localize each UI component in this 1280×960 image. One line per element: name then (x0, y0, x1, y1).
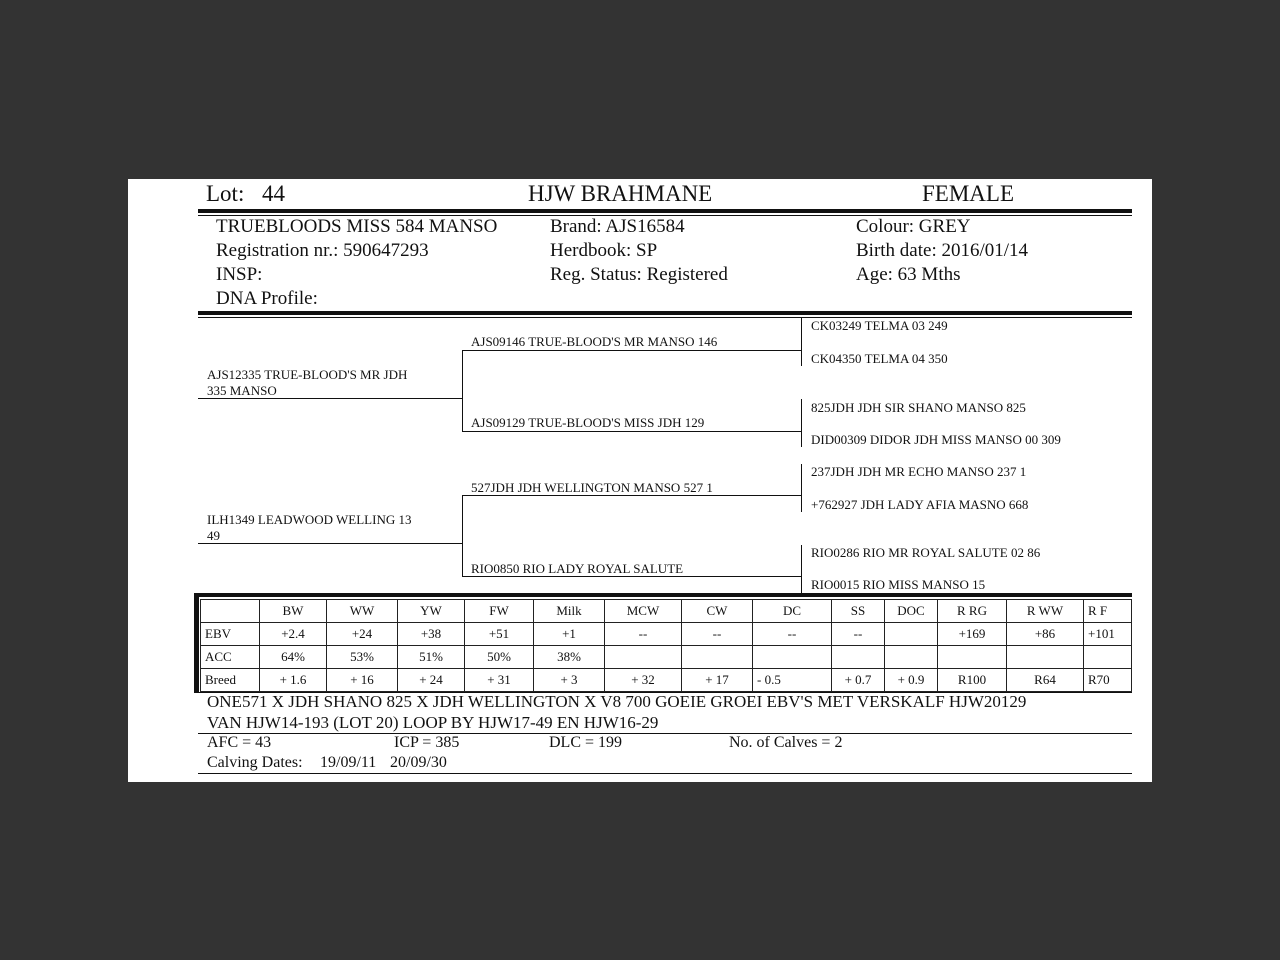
dam-sire-line (462, 495, 802, 496)
calves-count: No. of Calves = 2 (729, 734, 843, 751)
table-cell: + 32 (605, 669, 682, 692)
table-cell: +2.4 (260, 623, 327, 646)
breed-row (201, 669, 1132, 692)
header-rule (198, 209, 1132, 213)
pedigree-gg-4: DID00309 DIDOR JDH MISS MANSO 00 309 (811, 432, 1061, 447)
table-cell: R70 (1084, 669, 1132, 692)
birth-date-value: Birth date: 2016/01/14 (856, 240, 1029, 261)
table-cell: EBV (201, 623, 260, 646)
ebv-header-row (201, 600, 1132, 623)
table-header-cell: MCW (605, 600, 682, 623)
icp-value: ICP = 385 (394, 734, 460, 751)
info-rule-thin (198, 317, 1132, 318)
table-header-cell: DOC (885, 600, 938, 623)
table-cell: + 3 (534, 669, 605, 692)
brand-value: Brand: AJS16584 (550, 216, 685, 237)
table-cell: R100 (938, 669, 1007, 692)
table-cell: Breed (201, 669, 260, 692)
gg-connector-3 (801, 464, 802, 512)
table-cell: + 1.6 (260, 669, 327, 692)
table-header-cell: R WW (1007, 600, 1084, 623)
calving-date-2: 20/09/30 (390, 754, 447, 771)
sire-dam-line (462, 431, 802, 432)
comments-line-1: ONE571 X JDH SHANO 825 X JDH WELLINGTON X V8 700 GOEIE GROEI EBV'S MET VERSKALF HJW20129 (207, 692, 1027, 711)
insp-label: INSP: (216, 264, 263, 285)
pedigree-sire-line2: 335 MANSO (207, 383, 277, 398)
lot-number: 44 (262, 181, 285, 206)
ebv-top-rule (194, 593, 1132, 597)
table-cell (832, 646, 885, 669)
table-cell (938, 646, 1007, 669)
table-cell: +24 (327, 623, 398, 646)
gg-connector-1 (801, 318, 802, 366)
table-cell: + 0.9 (885, 669, 938, 692)
table-header-cell: Milk (534, 600, 605, 623)
table-cell: + 0.7 (832, 669, 885, 692)
table-cell: 51% (398, 646, 465, 669)
table-header-cell: R F (1084, 600, 1132, 623)
sire-connector (462, 350, 463, 432)
table-header-cell: CW (682, 600, 753, 623)
lot-card (128, 179, 1152, 782)
pedigree-gg-1: CK03249 TELMA 03 249 (811, 318, 948, 333)
pedigree-dam-dam: RIO0850 RIO LADY ROYAL SALUTE (471, 561, 684, 576)
table-header-cell: FW (465, 600, 534, 623)
breeder-name: HJW BRAHMANE (528, 181, 713, 206)
reg-status-value: Reg. Status: Registered (550, 264, 728, 285)
ebv-row (201, 623, 1132, 646)
pedigree-dam-line2: 49 (207, 528, 220, 543)
dam-line (198, 543, 462, 544)
table-cell: + 16 (327, 669, 398, 692)
table-header-cell: DC (753, 600, 832, 623)
table-cell: +1 (534, 623, 605, 646)
calving-dates-label: Calving Dates: (207, 754, 303, 771)
table-cell: + 17 (682, 669, 753, 692)
table-cell: -- (832, 623, 885, 646)
table-cell (1007, 646, 1084, 669)
pedigree-gg-3: 825JDH JDH SIR SHANO MANSO 825 (811, 400, 1026, 415)
table-cell: +101 (1084, 623, 1132, 646)
sire-line (198, 398, 462, 399)
table-cell: ACC (201, 646, 260, 669)
age-value: Age: 63 Mths (856, 264, 961, 285)
registration-number: Registration nr.: 590647293 (216, 240, 429, 261)
table-cell: -- (682, 623, 753, 646)
table-cell: 64% (260, 646, 327, 669)
table-cell: + 24 (398, 669, 465, 692)
table-cell: +86 (1007, 623, 1084, 646)
table-header-cell (201, 600, 260, 623)
dna-profile-label: DNA Profile: (216, 288, 318, 309)
pedigree-sire: AJS12335 TRUE-BLOOD'S MR JDH (207, 367, 408, 382)
ebv-table (200, 599, 1132, 692)
sex-label: FEMALE (922, 181, 1014, 206)
herdbook-value: Herdbook: SP (550, 240, 658, 261)
table-cell: -- (605, 623, 682, 646)
calving-date-1: 19/09/11 (320, 754, 377, 771)
ebv-left-bar (194, 593, 199, 693)
table-cell: +169 (938, 623, 1007, 646)
calving-bottom-rule (198, 773, 1132, 774)
table-cell: R64 (1007, 669, 1084, 692)
table-cell: +51 (465, 623, 534, 646)
pedigree-gg-6: +762927 JDH LADY AFIA MASNO 668 (811, 497, 1029, 512)
pedigree-gg-2: CK04350 TELMA 04 350 (811, 351, 948, 366)
table-cell (885, 623, 938, 646)
comments-bottom-rule (198, 733, 1132, 734)
info-rule (198, 311, 1132, 315)
table-cell: - 0.5 (753, 669, 832, 692)
table-cell (753, 646, 832, 669)
table-cell (885, 646, 938, 669)
table-cell: 53% (327, 646, 398, 669)
table-header-cell: BW (260, 600, 327, 623)
table-cell: +38 (398, 623, 465, 646)
gg-connector-2 (801, 399, 802, 447)
table-cell: + 31 (465, 669, 534, 692)
sire-sire-line (462, 350, 802, 351)
table-cell: -- (753, 623, 832, 646)
comments-line-2: VAN HJW14-193 (LOT 20) LOOP BY HJW17-49 EN HJW16-29 (207, 713, 659, 732)
table-header-cell: SS (832, 600, 885, 623)
pedigree-sire-dam: AJS09129 TRUE-BLOOD'S MISS JDH 129 (471, 415, 705, 430)
table-cell (605, 646, 682, 669)
pedigree-gg-7: RIO0286 RIO MR ROYAL SALUTE 02 86 (811, 545, 1041, 560)
gg-connector-4 (801, 545, 802, 593)
afc-value: AFC = 43 (207, 734, 272, 751)
table-header-cell: R RG (938, 600, 1007, 623)
table-cell: 38% (534, 646, 605, 669)
colour-value: Colour: GREY (856, 216, 971, 237)
table-cell (682, 646, 753, 669)
dam-connector (462, 495, 463, 577)
table-header-cell: YW (398, 600, 465, 623)
pedigree-sire-sire: AJS09146 TRUE-BLOOD'S MR MANSO 146 (471, 334, 718, 349)
pedigree-gg-8: RIO0015 RIO MISS MANSO 15 (811, 577, 986, 592)
pedigree-gg-5: 237JDH JDH MR ECHO MANSO 237 1 (811, 464, 1027, 479)
dlc-value: DLC = 199 (549, 734, 623, 751)
table-header-cell: WW (327, 600, 398, 623)
table-cell (1084, 646, 1132, 669)
pedigree-dam-sire: 527JDH JDH WELLINGTON MANSO 527 1 (471, 480, 713, 495)
lot-label: Lot: (206, 181, 245, 206)
pedigree-dam: ILH1349 LEADWOOD WELLING 13 (207, 512, 412, 527)
dam-dam-line (462, 576, 802, 577)
animal-name: TRUEBLOODS MISS 584 MANSO (216, 216, 498, 237)
table-cell: 50% (465, 646, 534, 669)
acc-row (201, 646, 1132, 669)
